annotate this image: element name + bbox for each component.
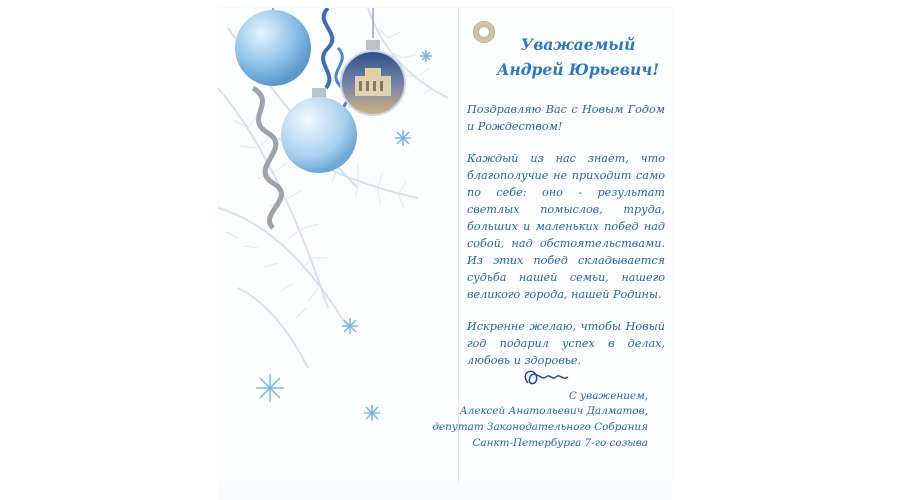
greeting-line-1: Уважаемый <box>520 35 636 54</box>
signoff-title: депутат Законодательного Собрания <box>432 421 648 433</box>
ornament-photo-building <box>341 8 405 115</box>
body-paragraph-2: Каждый из нас знает, что благополучие не приходит само по себе: оно - результат светлых помыслов, труда, больших и маленьких побед над собой, над обстоятельствами. Из этих побед складывается судьба нашей семьи, нашего великого города, нашей Родины. <box>467 152 665 301</box>
silver-ribbon <box>253 88 281 228</box>
greeting-line-2: Андрей Юрьевич! <box>496 60 660 79</box>
card-illustration <box>218 8 458 482</box>
body-paragraph-3: Искренне желаю, чтобы Новый год подарил успех в делах, любовь и здоровье. <box>467 320 665 367</box>
signoff-city: Санкт-Петербурга 7-го созыва <box>472 437 648 449</box>
signoff-name: Алексей Анатольевич Далматов, <box>459 405 648 417</box>
signoff-regards: С уважением, <box>568 390 648 402</box>
christmas-decor-illustration <box>218 8 458 482</box>
ornament-large <box>235 8 311 86</box>
body-paragraph-1: Поздравляю Вас с Новым Годом и Рождеством! <box>467 103 665 133</box>
card-bottom-edge <box>218 484 672 500</box>
greeting-card <box>218 8 672 482</box>
